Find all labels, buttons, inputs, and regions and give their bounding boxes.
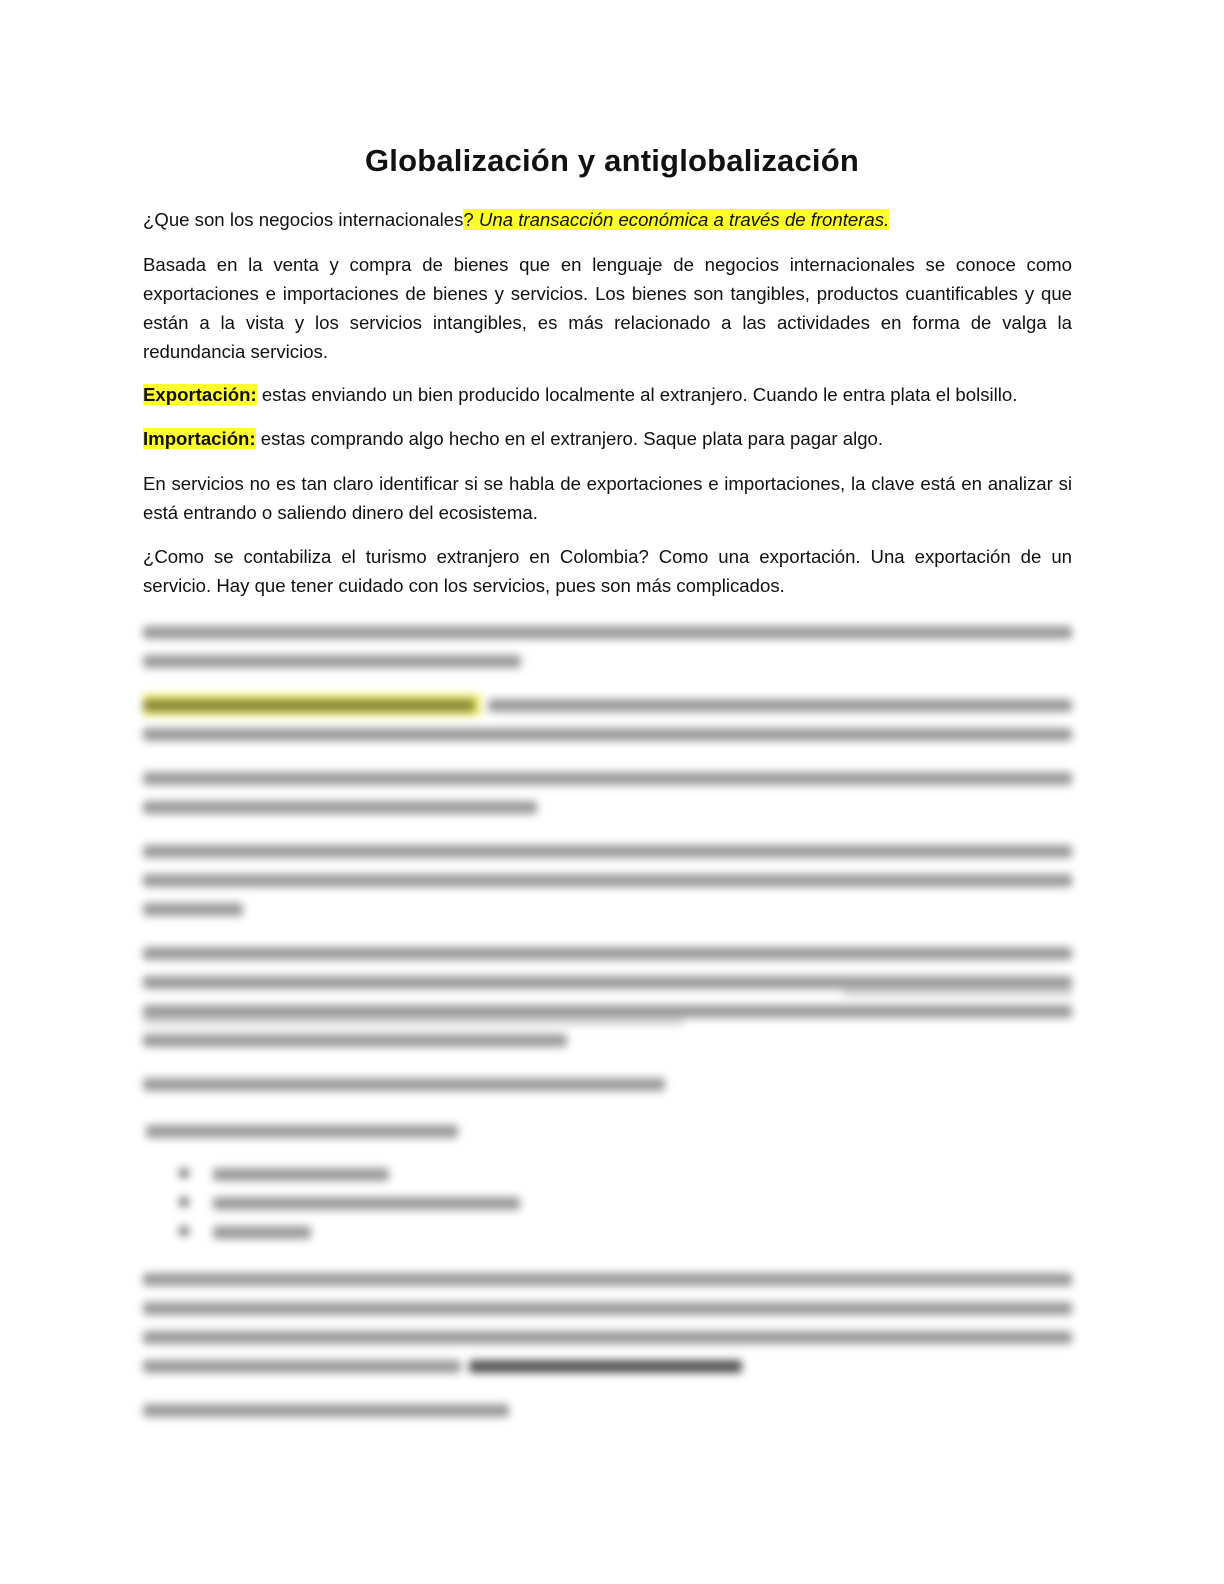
question-paragraph xyxy=(143,205,1072,234)
services-paragraph: En servicios no es tan claro identificar si se habla de exportaciones e importaciones, la clave está en analizar si está entrando o saliendo dinero del ecosistema. xyxy=(143,473,1072,523)
import-text: estas comprando algo hecho en el extranjero. Saque plata para pagar algo. xyxy=(255,428,884,449)
import-term: Importación: xyxy=(143,428,256,449)
answer-highlight: Una transacción económica a través de fronteras. xyxy=(473,209,890,230)
intro-paragraph: Basada en la venta y compra de bienes que en lenguaje de negocios internacionales se conoce como exportaciones e importaciones de bienes y servicios. Los bienes son tangibles, productos cuantificables y que están a la vista y los servicios intangibles, es más relacionado a las actividades en forma de valga la redundancia servicios. xyxy=(143,254,1072,362)
question-text: ¿Que son los negocios internacionales xyxy=(143,209,464,230)
page-title: Globalización y antiglobalización xyxy=(364,143,860,178)
tourism-paragraph: ¿Como se contabiliza el turismo extranjero en Colombia? Como una exportación. Una exportación de un servicio. Hay que tener cuidado con los servicios, pues son más complicados. xyxy=(143,546,1072,596)
export-text: estas enviando un bien producido localmente al extranjero. Cuando le entra plata el bolsillo. xyxy=(256,384,1018,405)
export-paragraph xyxy=(143,380,1072,409)
export-term: Exportación: xyxy=(143,384,257,405)
question-mark-highlight: ? Una transacción económica a través de fronteras. xyxy=(463,209,890,230)
import-paragraph xyxy=(143,424,1072,453)
